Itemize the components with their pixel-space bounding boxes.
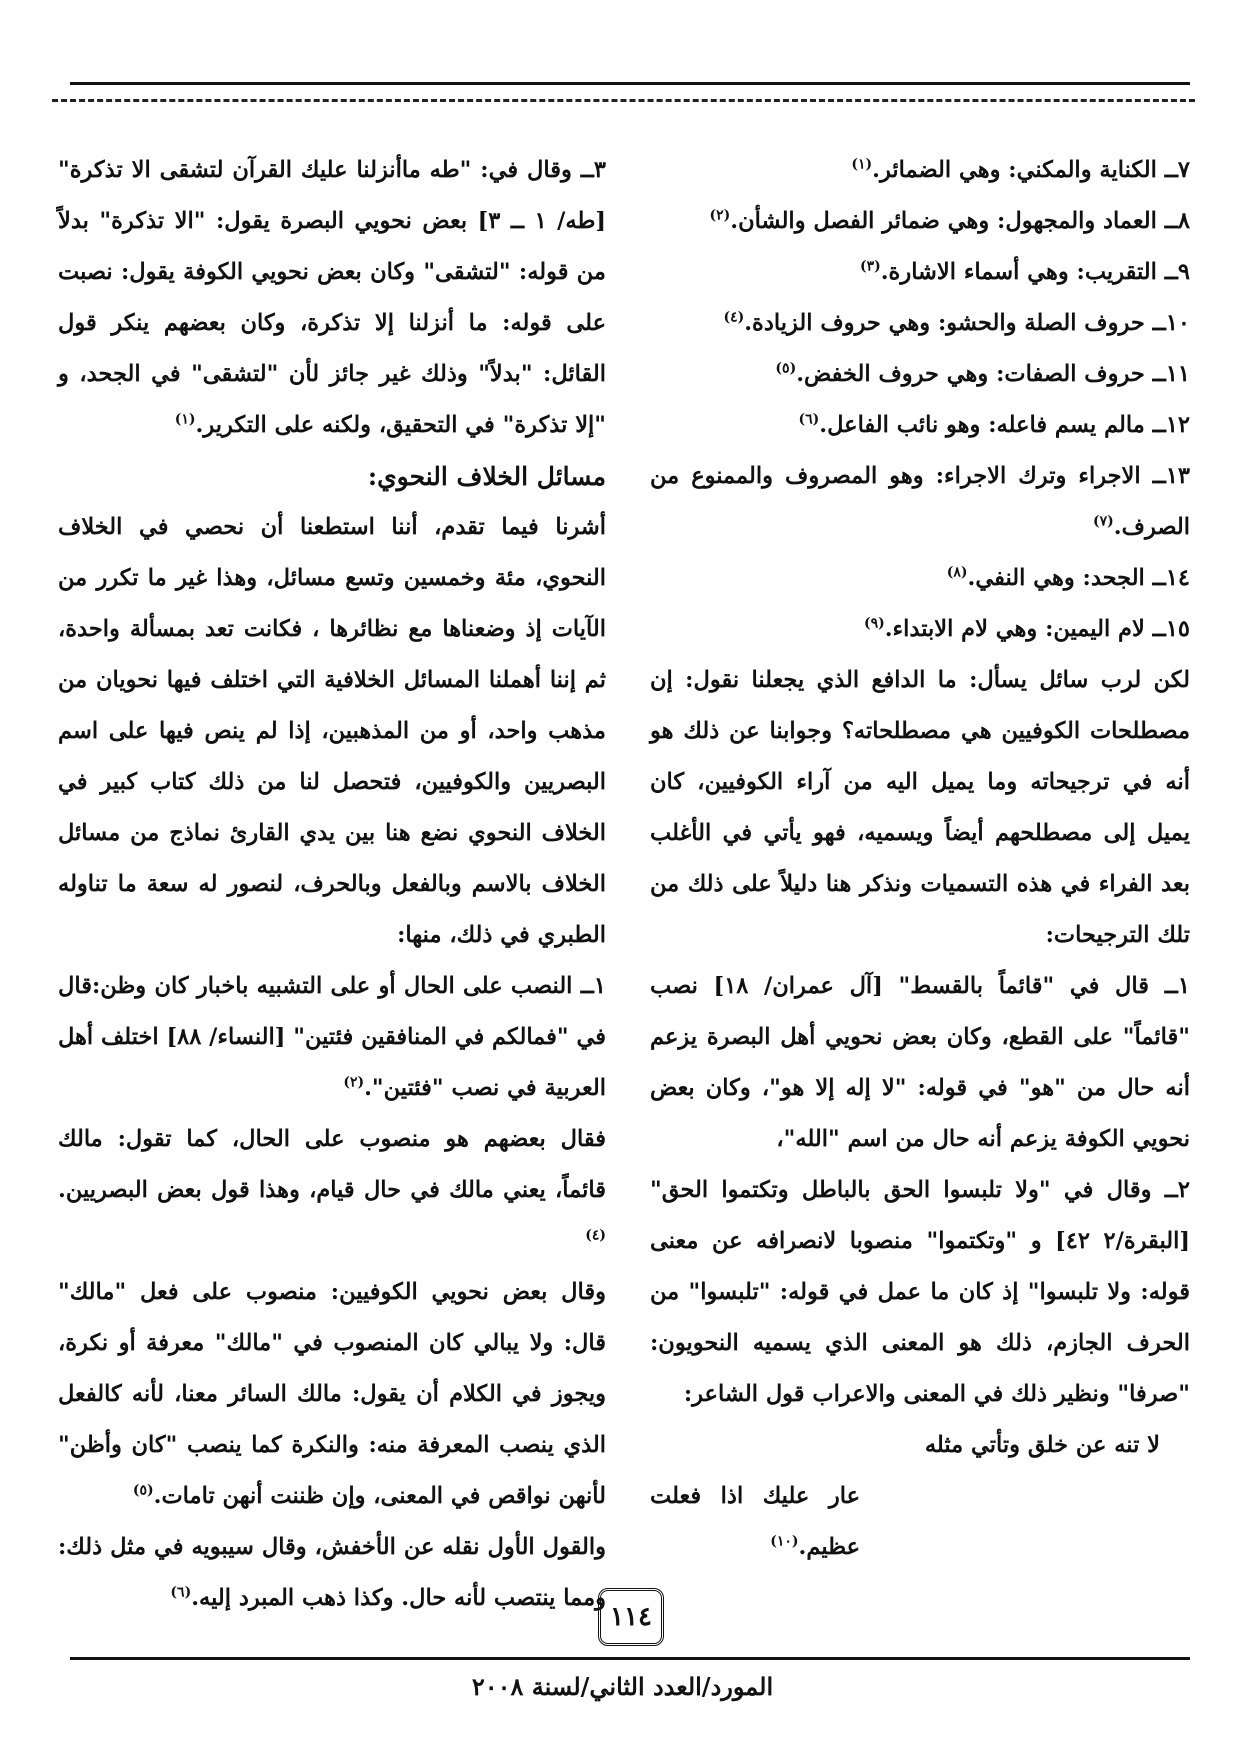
list-item: ١٢ــ مالم يسم فاعله: وهو نائب الفاعل.$^{(٦)}$ — [798, 411, 1190, 438]
paragraph: ١ــ النصب على الحال أو على التشبيه باخبار كان وظن:قال في "فمالكم في المنافقين فئتين" [النساء/ ٨٨] اختلف أهل العربية في نصب "فئتين".$^{(٢)}$ — [57, 973, 606, 1101]
section-heading: مسائل الخلاف النحوي: — [367, 462, 606, 491]
example-2: ٢ــ وقال في "ولا تلبسوا الحق بالباطل وتكتموا الحق" [البقرة/٢ ٤٢] و "وتكتموا" منصوبا لانصرافه عن معنى قوله: ولا تلبسوا" إذ كان ما عمل في قوله: "تلبسوا" من الحرف الجازم، ذلك هو المعنى الذي يسميه النحويون: "صرفا" ونظير ذلك في المعنى والاعراب قول الشاعر: — [650, 1177, 1190, 1407]
paragraph: وقال بعض نحويي الكوفيين: منصوب على فعل "مالك" قال: ولا يبالي كان المنصوب في "مالك" معرفة أو نكرة، ويجوز في الكلام أن يقول: مالك السائر معنا، لأنه كالفعل الذي ينصب المعرفة منه: والنكرة كما ينصب "كان وأظن" لأنهن نواقص في المعنى، وإن ظننت أنهن تامات.$^{(٥)}$ — [58, 1279, 606, 1509]
left-column — [58, 145, 606, 1624]
list-item: ١٥ــ لام اليمين: وهي لام الابتداء.$^{(٩)}$ — [863, 615, 1190, 642]
intro-paragraph: لكن لرب سائل يسأل: ما الدافع الذي يجعلنا نقول: إن مصطلحات الكوفيين هي مصطلحاته؟ وجوابنا عن ذلك هو أنه في ترجيحاته وما يميل اليه من آراء الكوفيين، كان يميل إلى مصطلحهم أيضاً ويسميه، فهو يأتي في الأغلب بعد الفراء في هذه التسميات ونذكر هنا دليلاً على ذلك من تلك الترجيحات: — [650, 667, 1190, 948]
footer-journal-info: المورد/العدد الثاني/لسنة ٢٠٠٨ — [471, 1672, 774, 1701]
list-item: ١٠ــ حروف الصلة والحشو: وهي حروف الزيادة.$^{(٤)}$ — [723, 309, 1190, 336]
list-item: ٩ــ التقريب: وهي أسماء الاشارة.$^{(٣)}$ — [859, 258, 1190, 285]
top-rule — [70, 82, 1190, 85]
bottom-rule — [70, 1657, 1190, 1660]
top-dashed-rule — [52, 99, 1195, 102]
paragraph: فقال بعضهم هو منصوب على الحال، كما تقول: مالك قائماً، يعني مالك في حال قيام، وهذا قول بعض البصريين.$^{(٤)}$ — [58, 1126, 606, 1244]
list-item: ١١ــ حروف الصفات: وهي حروف الخفض.$^{(٥)}$ — [775, 360, 1190, 387]
verse-line-1: لا تنه عن خلق وتأتي مثله — [924, 1432, 1160, 1458]
verse-line-2: عار عليك اذا فعلت عظيم.$^{(١٠)}$ — [650, 1483, 860, 1560]
list-item: ١٣ــ الاجراء وترك الاجراء: وهو المصروف والممنوع من الصرف.$^{(٧)}$ — [650, 463, 1190, 540]
right-column — [650, 145, 1190, 1573]
list-item: ١٤ــ الجحد: وهي النفي.$^{(٨)}$ — [946, 564, 1190, 591]
example-1: ١ــ قال في "قائماً بالقسط" [آل عمران/ ١٨] نصب "قائماً" على القطع، وكان بعض نحويي أهل البصرة يزعم أنه حال من "هو" في قوله: "لا إله إلا هو"، وكان بعض نحويي الكوفة يزعم أنه حال من اسم "الله"، — [650, 973, 1190, 1152]
page-number: ١١٤ — [598, 1588, 664, 1646]
paragraph: أشرنا فيما تقدم، أننا استطعنا أن نحصي في الخلاف النحوي، مئة وخمسين وتسع مسائل، وهذا غير ما تكرر من الآيات إذ وضعناها مع نظائرها ، فكانت تعد بمسألة واحدة، ثم إننا أهملنا المسائل الخلافية التي اختلف فيها نحويان من مذهب واحد، أو من المذهبين، إذا لم ينص فيها على اسم البصريين والكوفيين، فتحصل لنا من ذلك كتاب كبير في الخلاف النحوي نضع هنا بين يدي القارئ نماذج من مسائل الخلاف بالاسم وبالفعل وبالحرف، لنصور له سعة ما تناوله الطبري في ذلك، منها: — [58, 514, 606, 948]
paragraph: والقول الأول نقله عن الأخفش، وقال سيبويه في مثل ذلك: ومما ينتصب لأنه حال. وكذا ذهب المبرد إليه.$^{(٦)}$ — [58, 1534, 606, 1611]
list-item: ٧ــ الكناية والمكني: وهي الضمائر.$^{(١)}$ — [851, 156, 1190, 183]
list-item: ٨ــ العماد والمجهول: وهي ضمائر الفصل والشأن.$^{(٢)}$ — [709, 207, 1190, 234]
example-3: ٣ــ وقال في: "طه ماأنزلنا عليك القرآن لتشقى الا تذكرة" [طه/ ١ ــ ٣] بعض نحويي البصرة يقول: "الا تذكرة" بدلاً من قوله: "لتشقى" وكان بعض نحويي الكوفة يقول: نصبت على قوله: ما أنزلنا إلا تذكرة، وكان بعضهم ينكر قول القائل: "بدلاً" وذلك غير جائز لأن "لتشقى" في الجحد، و "إلا تذكرة" في التحقيق، ولكنه على التكرير.$^{(١)}$ — [58, 157, 606, 438]
